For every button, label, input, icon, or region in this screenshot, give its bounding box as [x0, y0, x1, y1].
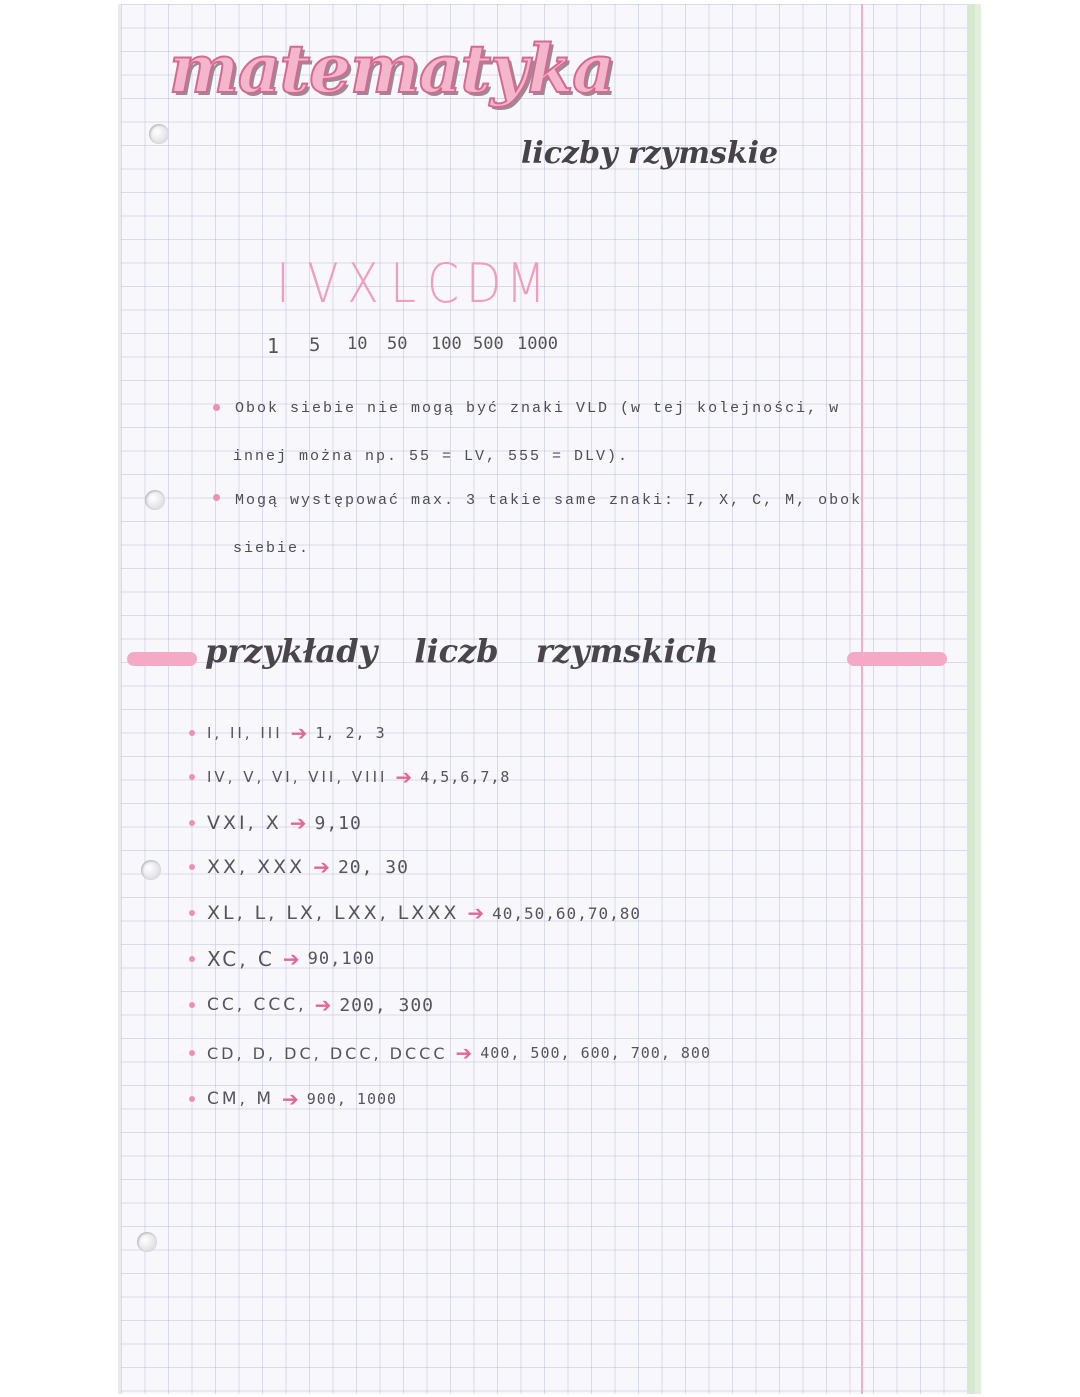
example-value: 40,50,60,70,80 [492, 903, 641, 923]
margin-line [861, 4, 863, 1394]
arrow-icon: ➔ [455, 1041, 473, 1065]
example-item [189, 1084, 397, 1114]
arrow-icon: ➔ [282, 1087, 299, 1111]
arrow-icon: ➔ [395, 765, 413, 789]
example-roman: I, II, III [207, 724, 283, 742]
example-item [189, 808, 362, 838]
bullet-dot [189, 820, 195, 826]
numeral-letter: X [347, 252, 379, 315]
example-item [189, 1038, 711, 1068]
example-value: 4,5,6,7,8 [420, 768, 511, 786]
example-value: 1, 2, 3 [315, 724, 386, 742]
bullet-dot [189, 730, 195, 736]
page-title: matematyka [169, 30, 615, 108]
bullet-dot [189, 910, 195, 916]
numeral-letter: V [307, 252, 339, 315]
binder-hole [137, 1232, 157, 1252]
section-heading: przykłady liczb rzymskich [205, 632, 719, 670]
example-roman: XC, C [207, 947, 275, 971]
bullet-dot [189, 774, 195, 780]
bullet-dot [189, 956, 195, 962]
notebook-page [118, 4, 967, 1394]
arrow-icon: ➔ [313, 855, 330, 879]
example-roman: IV, V, VI, VII, VIII [207, 768, 388, 786]
example-roman: CD, D, DC, DCC, DCCC [207, 1043, 448, 1063]
example-roman: CM, M [207, 1089, 275, 1109]
bullet-dot [189, 1002, 195, 1008]
example-value: 90,100 [307, 949, 376, 969]
numeral-value: 50 [387, 334, 408, 354]
example-value: 200, 300 [339, 994, 435, 1016]
numeral-value: 1 [267, 334, 280, 358]
bullet-dot [213, 494, 220, 501]
binder-hole [149, 124, 169, 144]
rule-text: Mogą występować max. 3 takie same znaki: I, X, C, M, obok [235, 492, 863, 509]
numeral-letter: D [466, 252, 502, 315]
arrow-icon: ➔ [467, 901, 485, 925]
heading-highlight-right [847, 652, 947, 666]
example-roman: CC, CCC, [207, 995, 307, 1015]
arrow-icon: ➔ [290, 721, 308, 745]
numeral-letter: L [390, 252, 416, 315]
binder-hole [145, 490, 165, 510]
example-value: 900, 1000 [306, 1090, 398, 1108]
rule-text: Obok siebie nie mogą być znaki VLD (w tej kolejności, w [235, 400, 841, 417]
numeral-value: 10 [347, 334, 368, 354]
example-item [189, 990, 434, 1020]
numeral-value: 100 [431, 334, 462, 354]
numeral-value: 5 [309, 334, 321, 356]
arrow-icon: ➔ [282, 947, 300, 971]
numeral-letter: I [276, 252, 290, 315]
numeral-value: 500 [473, 334, 504, 354]
heading-highlight-left [127, 652, 197, 666]
numeral-value: 1000 [517, 334, 558, 354]
page-subtitle: liczby rzymskie [521, 136, 779, 171]
arrow-icon: ➔ [289, 811, 307, 835]
numeral-letter: M [506, 252, 546, 315]
bullet-dot [213, 404, 220, 411]
arrow-icon: ➔ [314, 993, 332, 1017]
example-item [189, 852, 409, 882]
example-value: 9,10 [314, 812, 362, 834]
example-roman: VXI, X [207, 812, 282, 834]
bullet-dot [189, 1096, 195, 1102]
roman-numeral-letters [263, 252, 546, 315]
numeral-letter: C [426, 252, 460, 315]
binder-hole [141, 860, 161, 880]
example-value: 400, 500, 600, 700, 800 [480, 1044, 711, 1062]
bullet-dot [189, 1050, 195, 1056]
example-item [189, 718, 386, 748]
example-roman: XL, L, LX, LXX, LXXX [207, 902, 460, 924]
example-item [189, 762, 510, 792]
example-value: 20, 30 [337, 856, 409, 878]
rule-text-continued: innej można np. 55 = LV, 555 = DLV). [233, 448, 630, 465]
example-item [189, 944, 375, 974]
example-roman: XX, XXX [207, 856, 306, 878]
bullet-dot [189, 864, 195, 870]
rule-text-continued: siebie. [233, 540, 311, 557]
example-item [189, 898, 641, 928]
